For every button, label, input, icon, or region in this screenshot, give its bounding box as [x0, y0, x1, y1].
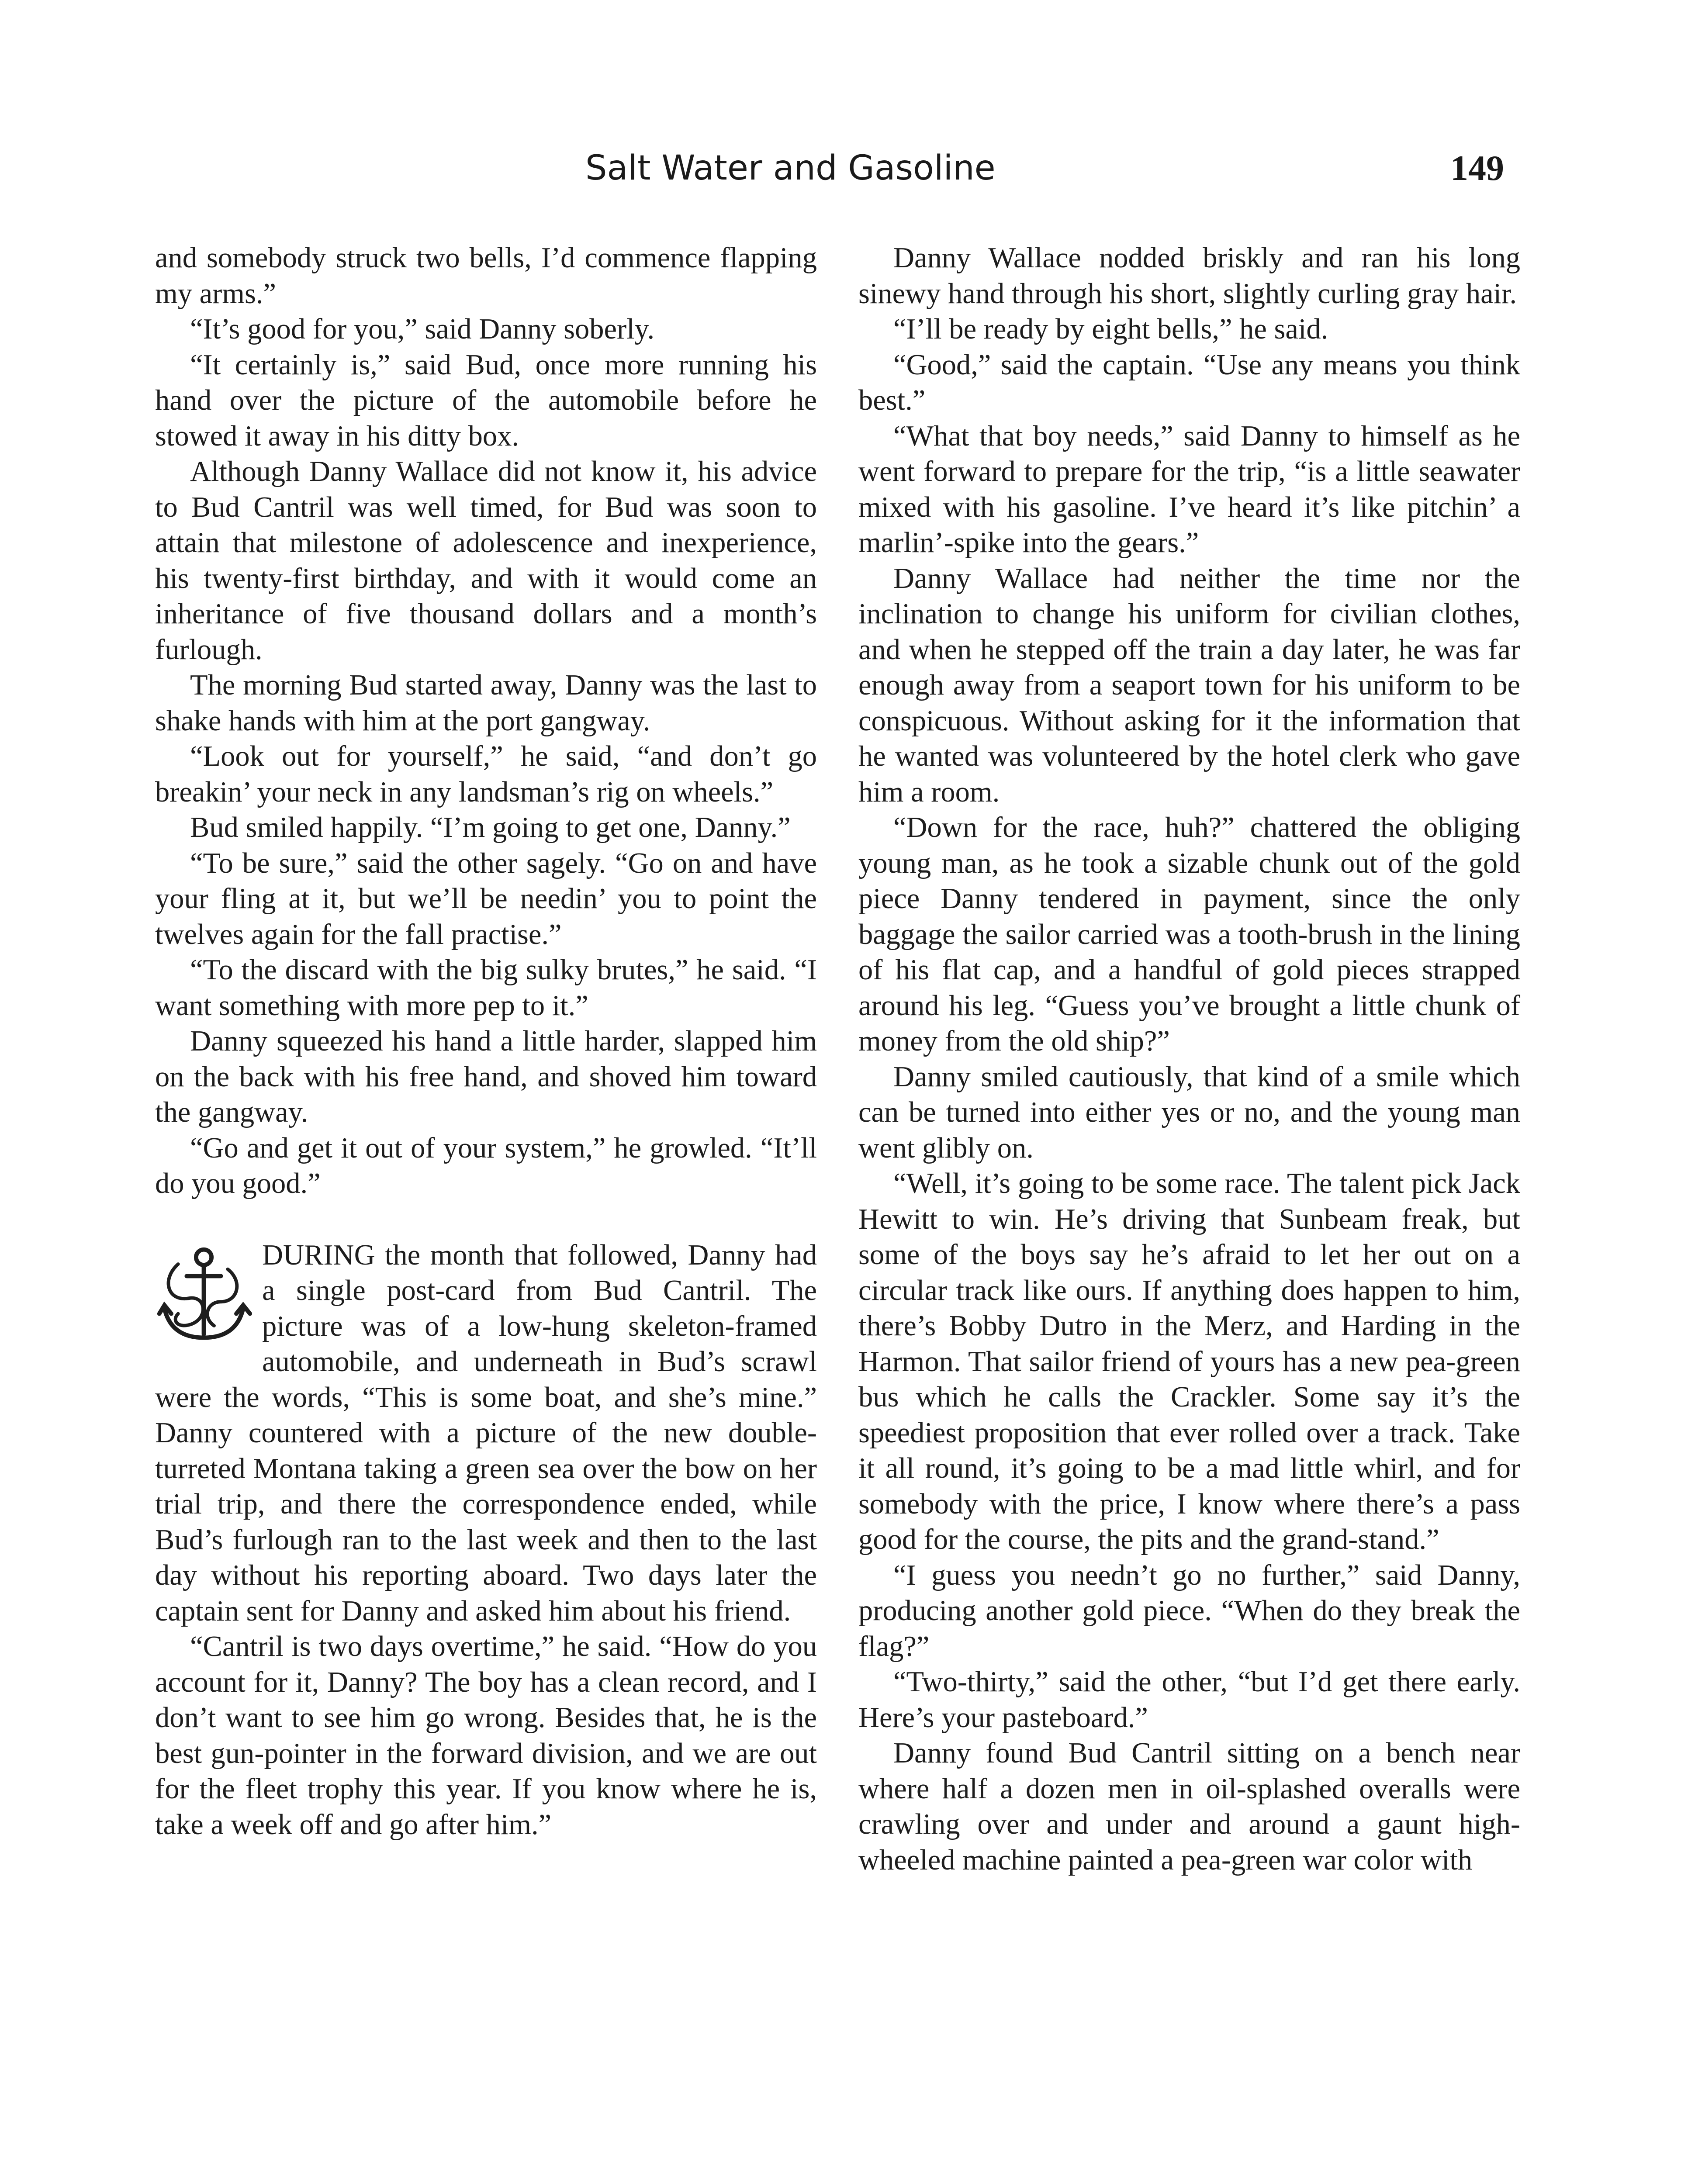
- paragraph: “Two-thirty,” said the other, “but I’d get there early. Here’s your pasteboard.”: [858, 1666, 1520, 1734]
- paragraph: “Go and get it out of your system,” he growled. “It’ll do you good.”: [155, 1132, 817, 1199]
- paragraph: Danny Wallace nodded briskly and ran his long sinewy hand through his short, slightly curling gray hair.: [858, 242, 1520, 310]
- paragraph: “Look out for yourself,” he said, “and don’t go breakin’ your neck in any landsman’s rig on wheels.”: [155, 740, 817, 808]
- paragraph: Danny found Bud Cantril sitting on a bench near where half a dozen men in oil-splashed overalls were crawling over and under and around a gaunt high-wheeled machine painted a pea-green war color with: [858, 1737, 1520, 1876]
- paragraph: “I guess you needn’t go no further,” said Danny, producing another gold piece. “When do they break the flag?”: [858, 1559, 1520, 1662]
- section-text: DURING the month that followed, Danny had a single post-card from Bud Cantril. The picture was of a low-hung skeleton-framed automobile, and underneath in Bud’s scrawl were the words, “This is some boat, and she’s mine.” Danny countered with a picture of the new double-turreted Montana taking a green sea over the bow on her trial trip, and there the correspondence ended, while Bud’s furlough ran to the last week and then to the last day without his reporting aboard. Two days later the captain sent for Danny and asked him about his friend.: [155, 1239, 817, 1627]
- paragraph: Bud smiled happily. “I’m going to get one, Danny.”: [190, 812, 791, 843]
- paragraph: Danny Wallace had neither the time nor the inclination to change his uniform for civilian clothes, and when he stepped off the train a day later, he was far enough away from a seaport town for his uniform to be conspicuous. Without asking for it the information that he wanted was volunteered by the hotel clerk who gave him a room.: [858, 562, 1520, 808]
- paragraph: “Down for the race, huh?” chattered the obliging young man, as he took a sizable chunk out of the gold piece Danny tendered in payment, since the only baggage the sailor carried was a tooth-brush in the lining of his flat cap, and a handful of gold pieces strapped around his leg. “Guess you’ve brought a little chunk of money from the old ship?”: [858, 812, 1520, 1057]
- section-break: [155, 1237, 817, 1629]
- left-column: [155, 240, 817, 1842]
- anchor-ornament-icon: [152, 1242, 255, 1349]
- paragraph: Danny smiled cautiously, that kind of a smile which can be turned into either yes or no, and the young man went glibly on.: [858, 1061, 1520, 1164]
- paragraph: Danny squeezed his hand a little harder, slapped him on the back with his free hand, and shoved him toward the gangway.: [155, 1025, 817, 1128]
- paragraph: and somebody struck two bells, I’d commence flapping my arms.”: [155, 242, 817, 310]
- paragraph: “To the discard with the big sulky brutes,” he said. “I want something with more pep to it.”: [155, 954, 817, 1022]
- paragraph: “It’s good for you,” said Danny soberly.: [190, 313, 655, 345]
- paragraph: “I’ll be ready by eight bells,” he said.: [893, 313, 1328, 345]
- paragraph: “What that boy needs,” said Danny to himself as he went forward to prepare for the trip, “is a little seawater mixed with his gasoline. I’ve heard it’s like pitchin’ a marlin’-spike into the gears.”: [858, 420, 1520, 559]
- section-opening-paragraph: [155, 1237, 817, 1629]
- paragraph: “Cantril is two days overtime,” he said. “How do you account for it, Danny? The boy has a clean record, and I don’t want to see him go wrong. Besides that, he is the best gun-pointer in the forward division, and we are out for the fleet trophy this year. If you know where he is, take a week off and go after him.”: [155, 1631, 817, 1841]
- paragraph: The morning Bud started away, Danny was the last to shake hands with him at the port gangway.: [155, 669, 817, 737]
- paragraph: “Good,” said the captain. “Use any means you think best.”: [858, 349, 1520, 416]
- page-header: [0, 142, 1681, 194]
- paragraph: “Well, it’s going to be some race. The talent pick Jack Hewitt to win. He’s driving that Sunbeam freak, but some of the boys say he’s afraid to let her out on a circular track like ours. If anything does happen to him, there’s Bobby Dutro in the Merz, and Harding in the Harmon. That sailor friend of yours has a new pea-green bus which he calls the Crackler. Some say it’s the speediest proposition that ever rolled over a track. Take it all round, it’s going to be a mad little whirl, and for somebody with the price, I know where there’s a pass good for the course, the pits and the grand-stand.”: [858, 1168, 1520, 1555]
- running-title: Salt Water and Gasoline: [585, 149, 996, 188]
- paragraph: Although Danny Wallace did not know it, his advice to Bud Cantril was well timed, for Bud was soon to attain that milestone of adolescence and inexperience, his twenty-first birthday, and with it would come an inheritance of five thousand dollars and a month’s furlough.: [155, 456, 817, 666]
- right-column: [858, 240, 1520, 1878]
- page-number: 149: [1450, 148, 1504, 188]
- paragraph: “It certainly is,” said Bud, once more running his hand over the picture of the automobile before he stowed it away in his ditty box.: [155, 349, 817, 452]
- paragraph: “To be sure,” said the other sagely. “Go on and have your fling at it, but we’ll be needin’ you to point the twelves again for the fall practise.”: [155, 847, 817, 950]
